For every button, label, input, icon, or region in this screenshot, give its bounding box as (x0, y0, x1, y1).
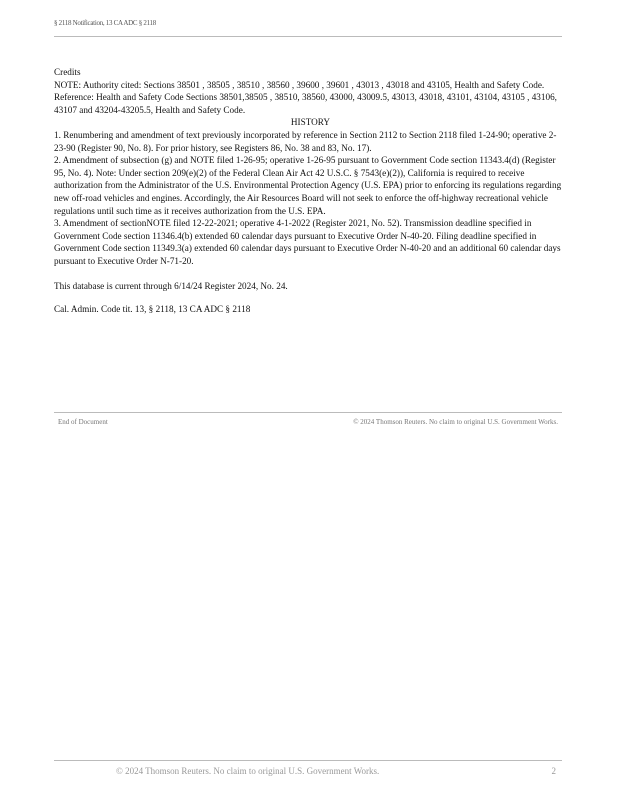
currency-note: This database is current through 6/14/24 Register 2024, No. 24. (54, 281, 288, 292)
running-header (54, 19, 562, 37)
end-of-document-bar (54, 412, 562, 426)
credits-note: NOTE: Authority cited: Sections 38501 , 38505 , 38510 , 38560 , 39600 , 39601 , 43013 , 43018 and 43105, Health and Safety Code. Reference: Health and Safety Code Sections 38501,38505 , 38510, 38560, 43000, 43009.5, 43013, 43018, 43101, 43104, 43105 , 43106, 43107 and 43204-43205.5, Health and Safety Code. (54, 79, 557, 115)
end-of-document-copyright: © 2024 Thomson Reuters. No claim to original U.S. Government Works. (353, 418, 558, 426)
running-title: § 2118 Notification, 13 CA ADC § 2118 (54, 19, 156, 27)
history-item-1: 1. Renumbering and amendment of text previously incorporated by reference in Section 2112 to Section 2118 filed 1-24-90; operative 2-23-90 (Register 90, No. 8). For prior history, see Registers 86, No. 38 and 83, No. 17). (54, 129, 557, 153)
page-footer (54, 760, 562, 776)
history-heading: HISTORY (290, 117, 331, 128)
page-number: 2 (551, 766, 556, 776)
history-item-3: 3. Amendment of sectionNOTE filed 12-22-2021; operative 4-1-2022 (Register 2021, No. 52). Transmission deadline specified in Government Code section 11346.4(b) extended 60 calendar days pursuant to Executive Order N-40-20. Filing deadline specified in Government Code section 11349.3(a) extended 60 calendar days pursuant to Executive Order N-40-20 and an additional 60 calendar days pursuant to Executive Order N-71-20. (54, 218, 561, 266)
footer-copyright: © 2024 Thomson Reuters. No claim to original U.S. Government Works. (116, 766, 380, 776)
credits-label: Credits (54, 67, 81, 77)
history-item-2: 2. Amendment of subsection (g) and NOTE filed 1-26-95; operative 1-26-95 pursuant to Government Code section 11343.4(d) (Register 95, No. 4). Note: Under section 209(e)(2) of the Federal Clean Air Act 42 U.S.C. § 7543(e)(2)), California is required to receive authorization from the Administrator of the U.S. Environmental Protection Agency (U.S. EPA) prior to enforcing its regulations regarding new off-road vehicles and engines. Accordingly, the Air Resources Board will not seek to enforce the off-highway recreational vehicle regulations until such time as it receives authorization from the U.S. EPA. (54, 155, 562, 216)
end-of-document-label: End of Document (58, 418, 108, 426)
citation: Cal. Admin. Code tit. 13, § 2118, 13 CA ADC § 2118 (54, 303, 251, 314)
document-body (54, 66, 567, 315)
